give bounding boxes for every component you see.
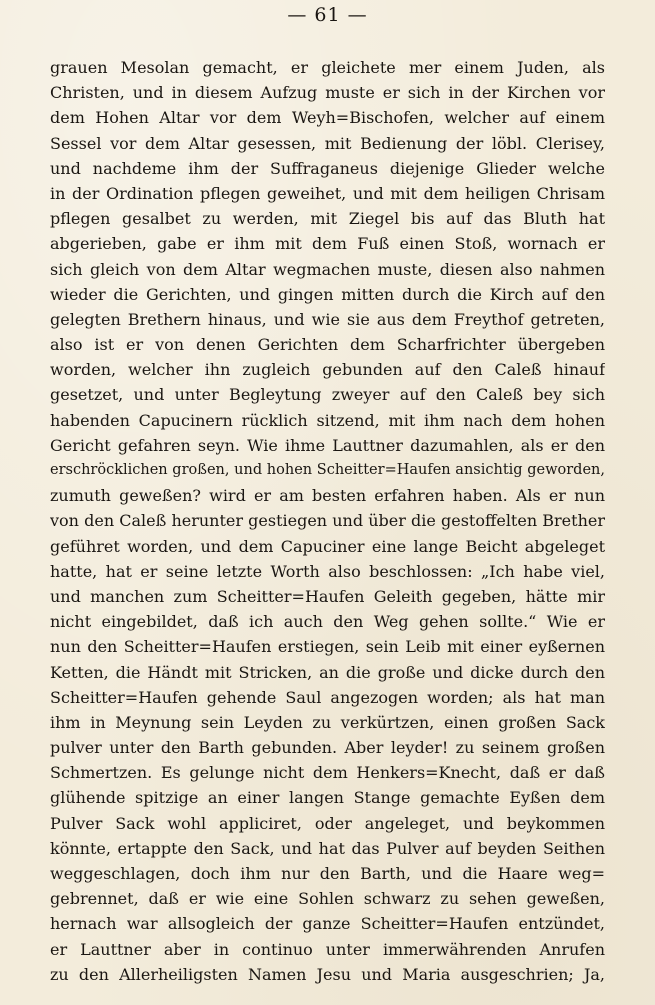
text-line: Christen, und in diesem Aufzug muste er sich in der Kirchen vor	[50, 83, 605, 103]
text-line: er Lauttner aber in continuo unter immerwährenden Anrufen	[50, 939, 605, 959]
text-line: grauen Mesolan gemacht, er gleichete mer einem Juden, als	[50, 58, 605, 77]
text-line: Scheitter=Haufen gehende Saul angezogen worden; als hat man	[50, 687, 605, 707]
text-line: ihm in Meynung sein Leyden zu verkürtzen, einen großen Sack	[50, 712, 605, 732]
text-line: zumuth geweßen? wird er am besten erfahren haben. Als er nun	[50, 486, 605, 506]
text-line: gelegten Brethern hinaus, und wie sie aus dem Freythof getreten,	[50, 309, 605, 329]
text-line: dem Hohen Altar vor dem Weyh=Bischofen, welcher auf einem	[50, 108, 605, 128]
text-line: habenden Capucinern rücklich sitzend, mit ihm nach dem hohen	[50, 410, 605, 430]
text-line: und nachdeme ihm der Suffraganeus diejenige Glieder welche	[50, 158, 605, 178]
text-line: zu den Allerheiligsten Namen Jesu und Maria ausgeschrien; Ja,	[50, 964, 605, 984]
text-line: erschröcklichen großen, und hohen Scheitter=Haufen ansichtig geworden,	[50, 462, 605, 478]
text-line: geführet worden, und dem Capuciner eine lange Beicht abgeleget	[50, 536, 605, 556]
text-line: hernach war allsogleich der ganze Scheitter=Haufen entzündet,	[50, 914, 605, 934]
text-line: gebrennet, daß er wie eine Sohlen schwarz zu sehen geweßen,	[50, 889, 605, 909]
text-line: abgerieben, gabe er ihm mit dem Fuß einen Stoß, wornach er	[50, 234, 605, 254]
text-line: pflegen gesalbet zu werden, mit Ziegel bis auf das Bluth hat	[50, 209, 605, 229]
text-line: Sessel vor dem Altar gesessen, mit Bedienung der löbl. Clerisey,	[50, 133, 605, 153]
text-line: Schmertzen. Es gelunge nicht dem Henkers=Knecht, daß er daß	[50, 763, 605, 783]
text-line: gesetzet, und unter Begleytung zweyer auf den Caleß bey sich	[50, 385, 605, 405]
text-line: wieder die Gerichten, und gingen mitten durch die Kirch auf den	[50, 284, 605, 304]
text-line: und manchen zum Scheitter=Haufen Geleith gegeben, hätte mir	[50, 586, 605, 606]
text-line: also ist er von denen Gerichten dem Scharfrichter übergeben	[50, 335, 605, 355]
text-line: könnte, ertappte den Sack, und hat das Pulver auf beyden Seithen	[50, 838, 605, 858]
text-line: Ketten, die Händt mit Stricken, an die große und dicke durch den	[50, 662, 605, 682]
text-line: hatte, hat er seine letzte Worth also beschlossen: „Ich habe viel,	[50, 561, 605, 581]
text-line: von den Caleß herunter gestiegen und über die gestoffelten Brether	[50, 511, 605, 531]
text-line: Pulver Sack wohl appliciret, oder angeleget, und beykommen	[50, 813, 605, 833]
text-line: glühende spitzige an einer langen Stange gemachte Eyßen dem	[50, 788, 605, 808]
page-number: — 61 —	[287, 4, 368, 26]
text-line: worden, welcher ihn zugleich gebunden auf den Caleß hinauf	[50, 360, 605, 380]
text-line: sich gleich von dem Altar wegmachen muste, diesen also nahmen	[50, 259, 605, 279]
text-line: nun den Scheitter=Haufen erstiegen, sein Leib mit einer eyßernen	[50, 637, 605, 657]
text-line: pulver unter den Barth gebunden. Aber leyder! zu seinem großen	[50, 738, 605, 758]
body-text	[50, 55, 605, 987]
text-line: weggeschlagen, doch ihm nur den Barth, und die Haare weg=	[50, 864, 605, 883]
text-line: nicht eingebildet, daß ich auch den Weg gehen sollte.“ Wie er	[50, 612, 605, 632]
text-line: Gericht gefahren seyn. Wie ihme Lauttner dazumahlen, als er den	[50, 435, 605, 455]
text-line: in der Ordination pflegen geweihet, und mit dem heiligen Chrisam	[50, 183, 605, 203]
